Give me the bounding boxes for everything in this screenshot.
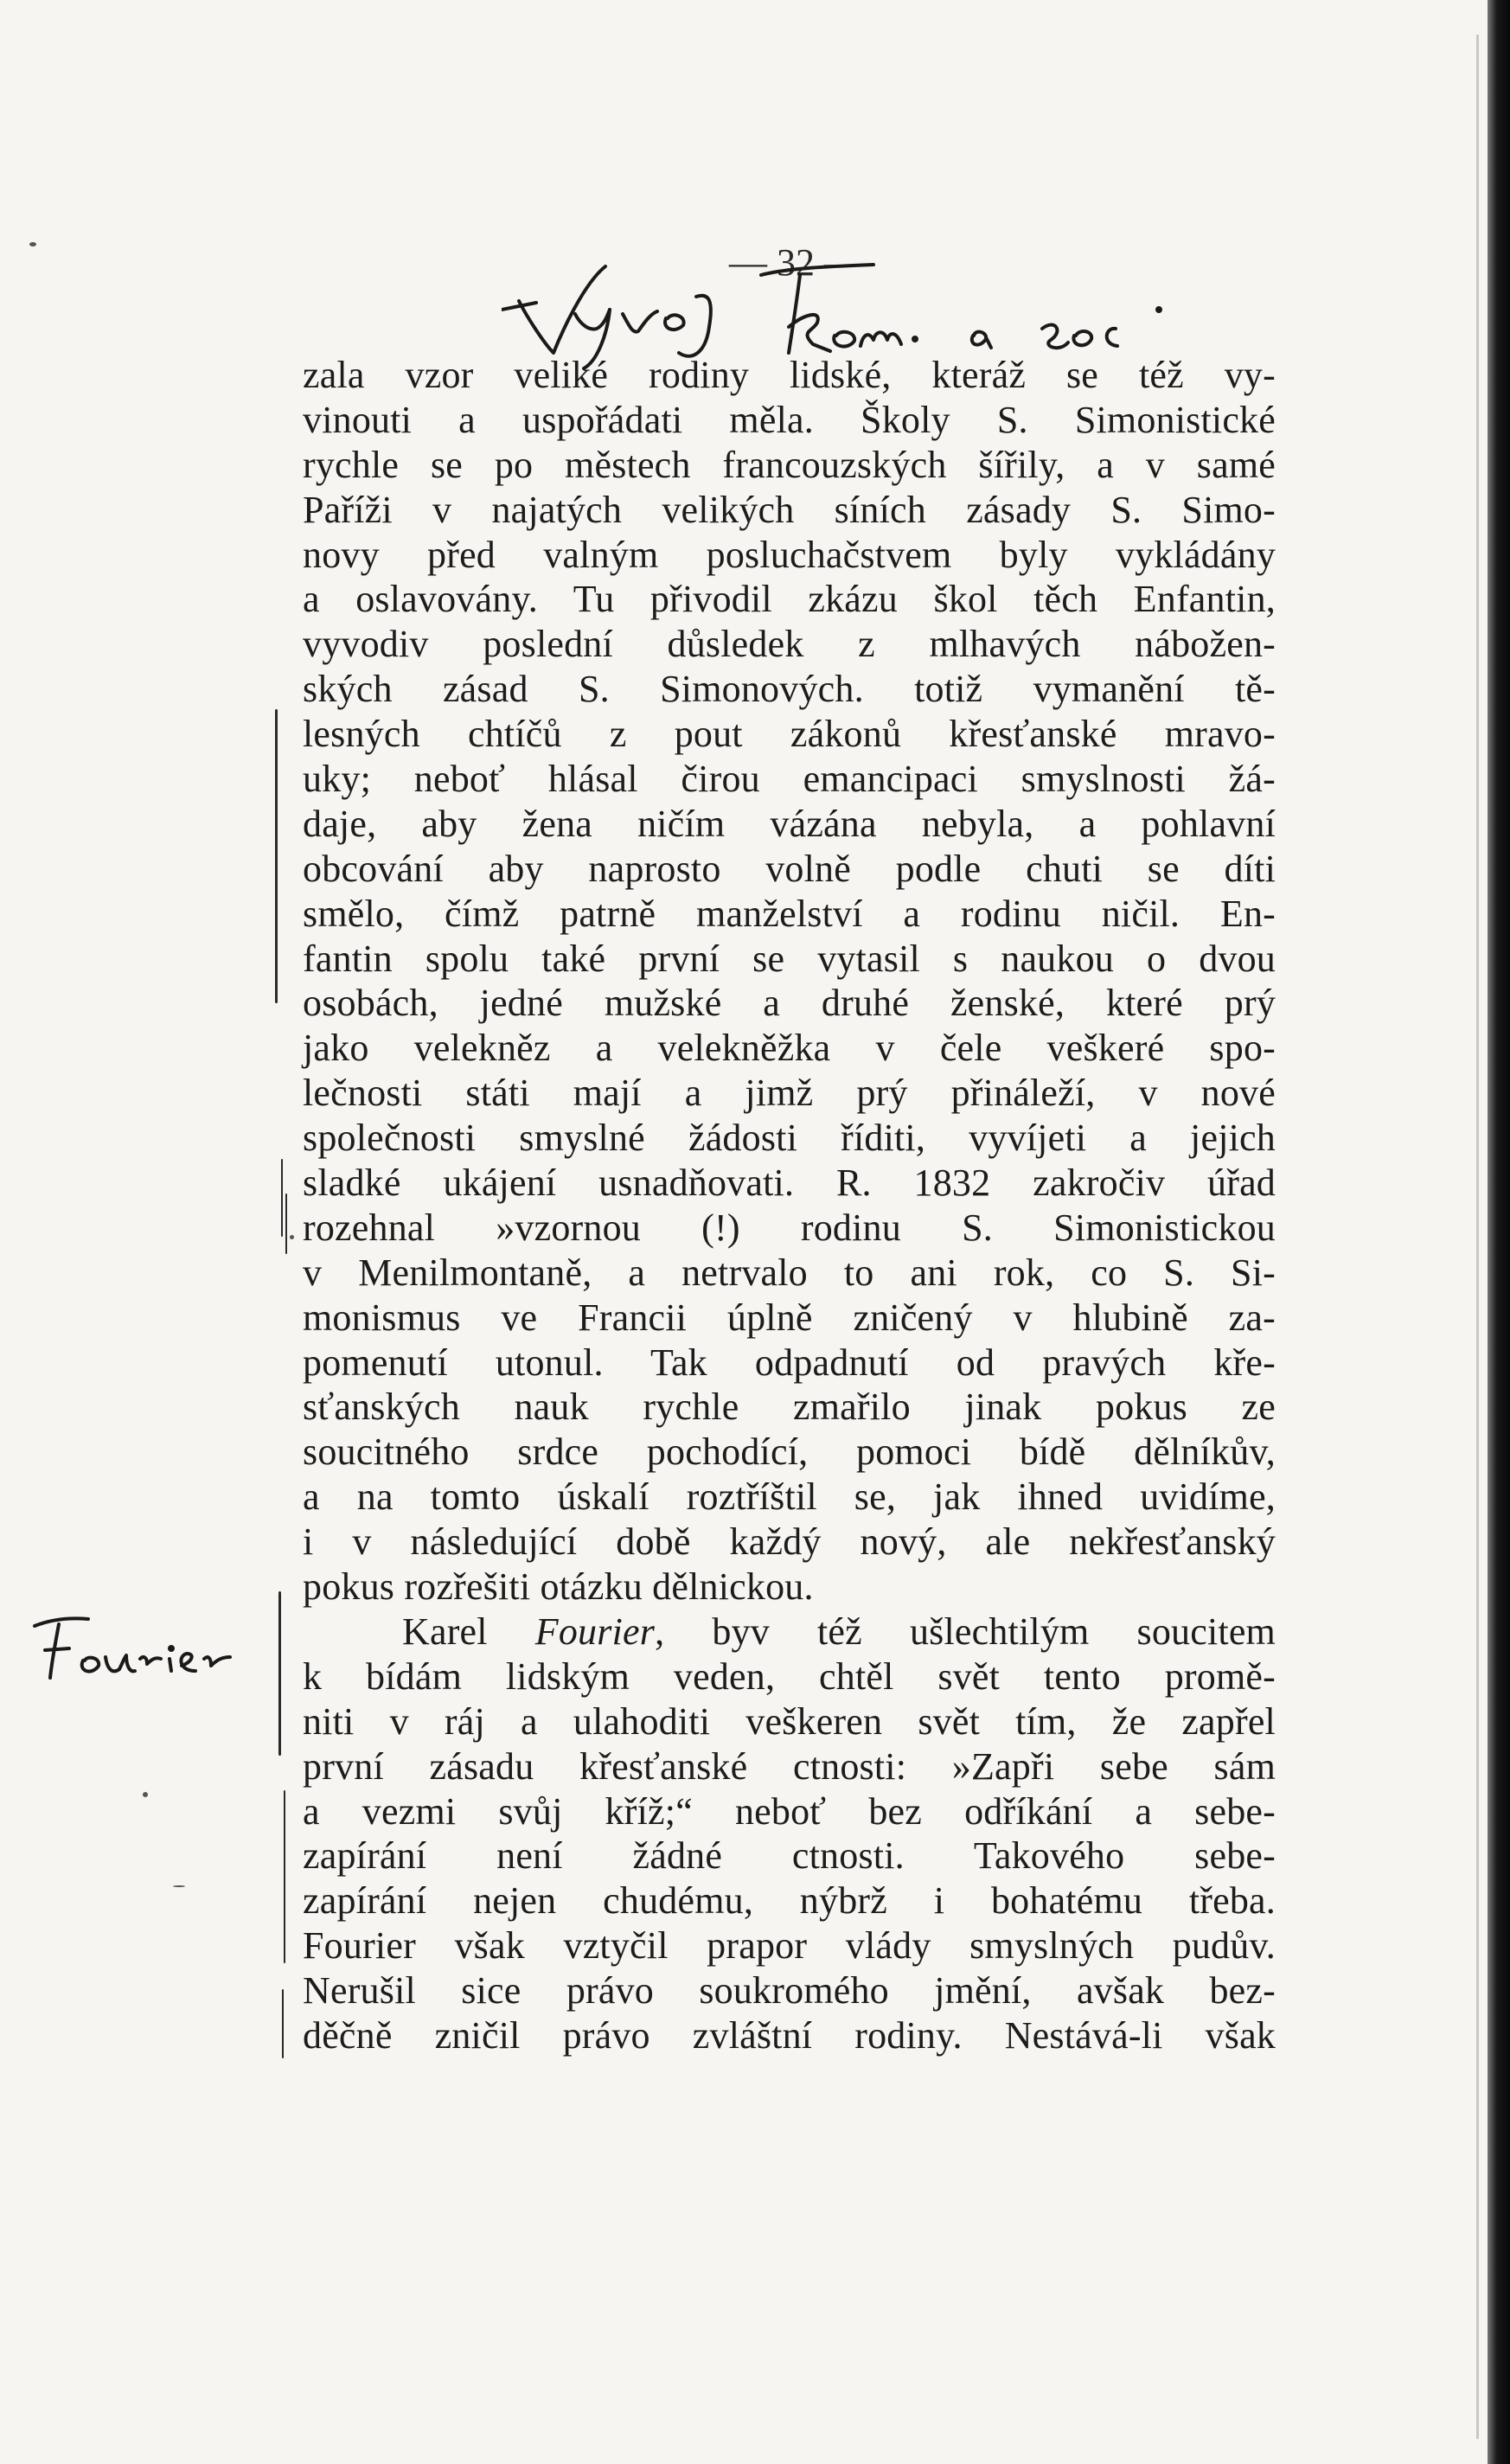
para2-before: Karel [402, 1610, 535, 1653]
page-number: — 32 — [729, 241, 862, 284]
text-line: ských zásad S. Simonových. totiž vymanění tě- [303, 668, 1276, 711]
speck [290, 1235, 294, 1239]
speck [143, 1792, 148, 1797]
text-line: zala vzor veliké rodiny lidské, kteráž se též vy- [303, 354, 1276, 396]
text-line: vinouti a uspořádati měla. Školy S. Simonistické [303, 398, 1276, 441]
text-line: Paříži v najatých velikých síních zásady S. Simo- [303, 488, 1276, 531]
margin-bar-6 [282, 1989, 284, 2058]
text-line: uky; neboť hlásal čirou emancipaci smyslnosti žá- [303, 758, 1276, 801]
margin-bar-5 [284, 1790, 285, 1963]
text-line: jako velekněz a velekněžka v čele veškeré spo- [303, 1027, 1276, 1070]
text-line: pomenutí utonul. Tak odpadnutí od pravých kře- [303, 1341, 1276, 1384]
text-line: a na tomto úskalí roztříštil se, jak ihned uvidíme, [303, 1475, 1276, 1519]
handwritten-annotation [502, 249, 1228, 370]
margin-bar-3 [285, 1194, 287, 1254]
paragraph-start-line [303, 1610, 1276, 1654]
text-line: děčně zničil právo zvláštní rodiny. Nestává-li však [303, 2013, 1276, 2057]
text-line: k bídám lidským veden, chtěl svět tento promě- [303, 1654, 1276, 1698]
text-line: fantin spolu také první se vytasil s naukou o dvou [303, 937, 1276, 980]
margin-handwritten-note [26, 1609, 285, 1686]
handwritten-scribble [502, 249, 1228, 370]
text-line: sťanských nauk rychle zmařilo jinak pokus ze [303, 1386, 1276, 1429]
page-edge-shadow [1488, 0, 1510, 2464]
margin-bar-1 [275, 709, 278, 1003]
text-line: první zásadu křesťanské ctnosti: »Zapři sebe sám [303, 1744, 1276, 1788]
text-line: zapírání nejen chudému, nýbrž i bohatému třeba. [303, 1879, 1276, 1923]
page-text [303, 353, 1276, 2058]
margin-bar-2 [281, 1159, 283, 1237]
text-line: novy před valným posluchačstvem byly vykládány [303, 533, 1276, 576]
speck [29, 242, 36, 246]
text-line: soucitného srdce pochodící, pomoci bídě dělníkův, [303, 1430, 1276, 1474]
text-line: Nerušil sice právo soukromého jmění, avšak bez- [303, 1969, 1276, 2013]
text-line: zapírání není žádné ctnosti. Takového sebe- [303, 1834, 1276, 1878]
text-line: Fourier však vztyčil prapor vlády smyslných pudův. [303, 1924, 1276, 1968]
name-fourier: Fourier [534, 1610, 656, 1653]
text-line: smělo, čímž patrně manželství a rodinu ničil. En- [303, 892, 1276, 935]
text-line: pokus rozřešiti otázku dělnickou. [303, 1565, 814, 1609]
text-line: osobách, jedné mužské a druhé ženské, které prý [303, 982, 1276, 1025]
text-line: rychle se po městech francouzských šířily, a v samé [303, 443, 1276, 486]
text-line: daje, aby žena ničím vázána nebyla, a pohlavní [303, 802, 1276, 845]
text-line: společnosti smyslné žádosti říditi, vyvíjeti a jejich [303, 1117, 1276, 1160]
para2-after: , byv též ušlechtilým soucitem [655, 1610, 1276, 1653]
text-line: a oslavovány. Tu přivodil zkázu škol těch Enfantin, [303, 578, 1276, 621]
text-line: i v následující době každý nový, ale nekřesťanský [303, 1520, 1276, 1564]
text-line: obcování aby naprosto volně podle chuti se díti [303, 847, 1276, 890]
text-line: rozehnal »vzornou (!) rodinu S. Simonistickou [303, 1206, 1276, 1249]
text-line: vyvodiv poslední důsledek z mlhavých nábožen- [303, 623, 1276, 666]
text-line: lesných chtíčů z pout zákonů křesťanské mravo- [303, 713, 1276, 756]
text-line: a vezmi svůj kříž;“ neboť bez odříkání a sebe- [303, 1789, 1276, 1833]
margin-scribble [26, 1609, 285, 1686]
page-edge-line [1476, 35, 1479, 2439]
text-line: niti v ráj a ulahoditi veškeren svět tím, že zapřel [303, 1699, 1276, 1743]
speck [173, 1885, 185, 1887]
text-line: monismus ve Francii úplně zničený v hlubině za- [303, 1296, 1276, 1339]
text-line: lečnosti státi mají a jimž prý přináleží, v nové [303, 1072, 1276, 1115]
text-line: sladké ukájení usnadňovati. R. 1832 zakročiv úřad [303, 1162, 1276, 1205]
text-line: v Menilmontaně, a netrvalo to ani rok, co S. Si- [303, 1251, 1276, 1294]
